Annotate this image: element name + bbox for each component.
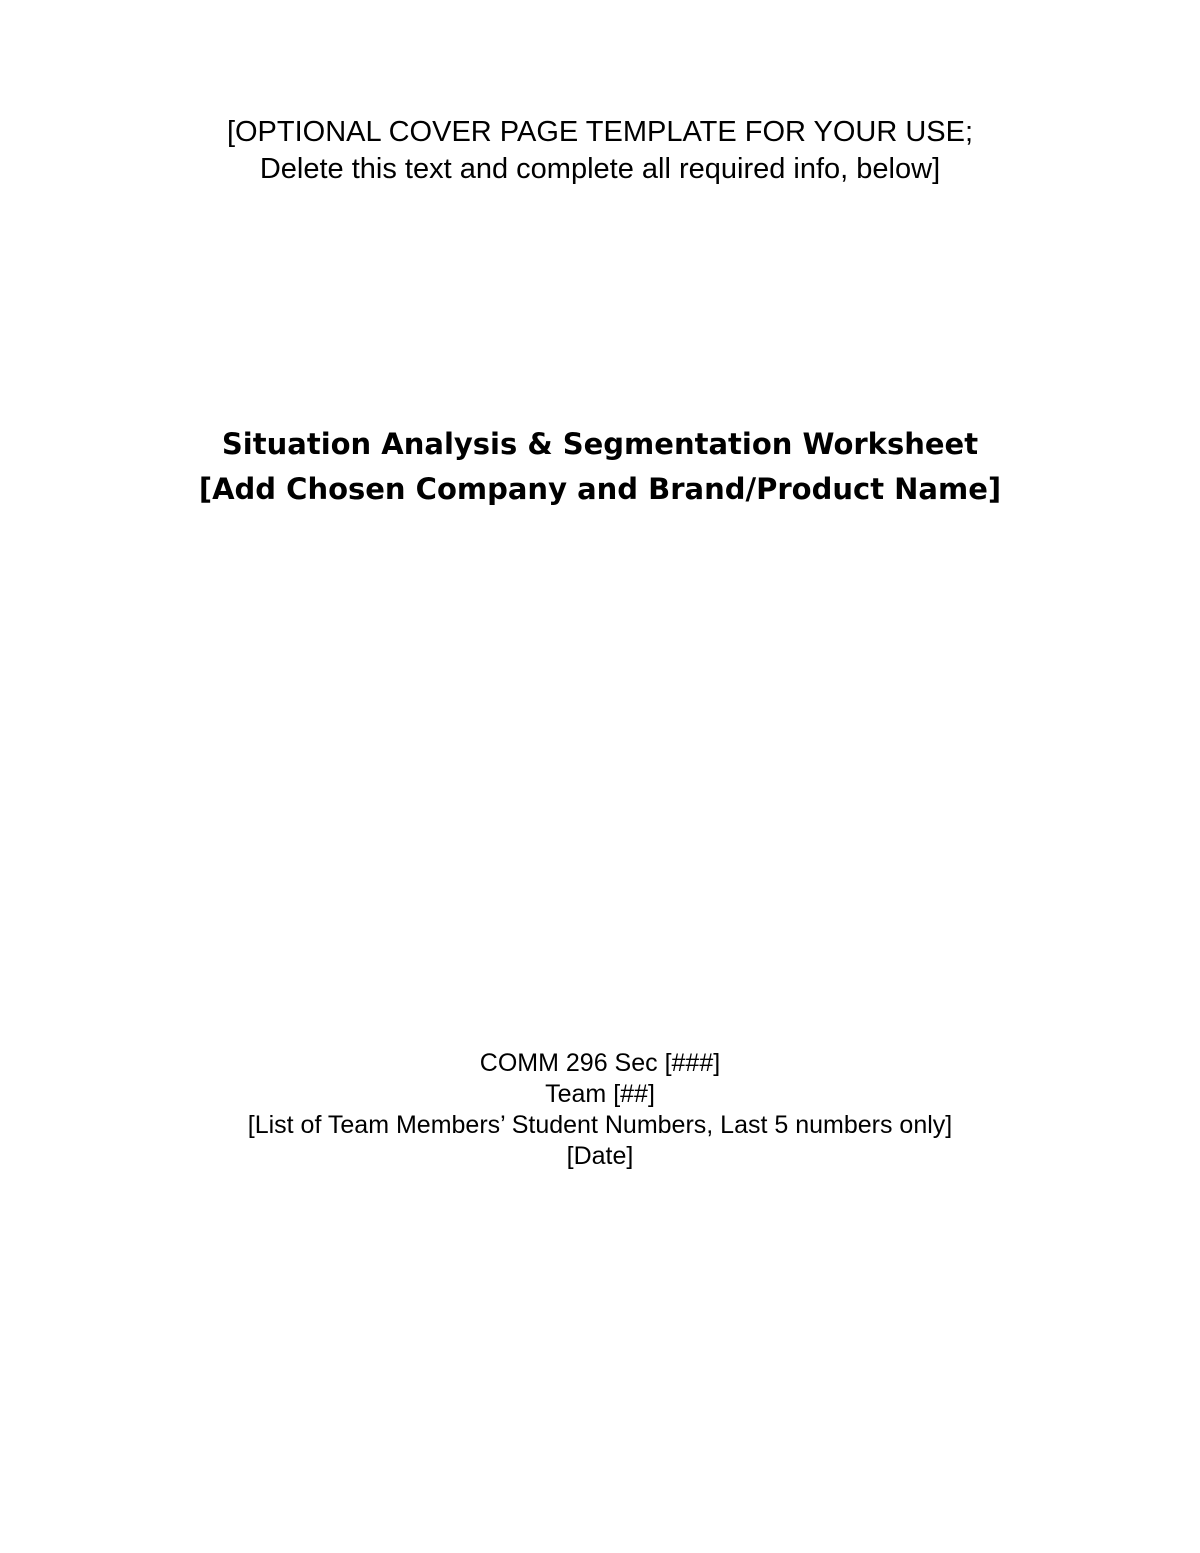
submission-date: [Date] [566, 1142, 634, 1170]
instruction-line-2: Delete this text and complete all required info, below] [259, 153, 941, 185]
team-members-list: [List of Team Members’ Student Numbers, Last 5 numbers only] [247, 1111, 953, 1139]
title-line-1: Situation Analysis & Segmentation Worksheet [221, 427, 979, 461]
title-line-2: [Add Chosen Company and Brand/Product Name] [198, 472, 1002, 506]
submission-details [0, 1048, 1200, 1172]
team-number: Team [##] [545, 1080, 655, 1108]
template-instructions [0, 114, 1200, 188]
instruction-line-1: [OPTIONAL COVER PAGE TEMPLATE FOR YOUR USE; [226, 116, 974, 148]
document-title [0, 422, 1200, 512]
course-section: COMM 296 Sec [###] [479, 1049, 721, 1077]
